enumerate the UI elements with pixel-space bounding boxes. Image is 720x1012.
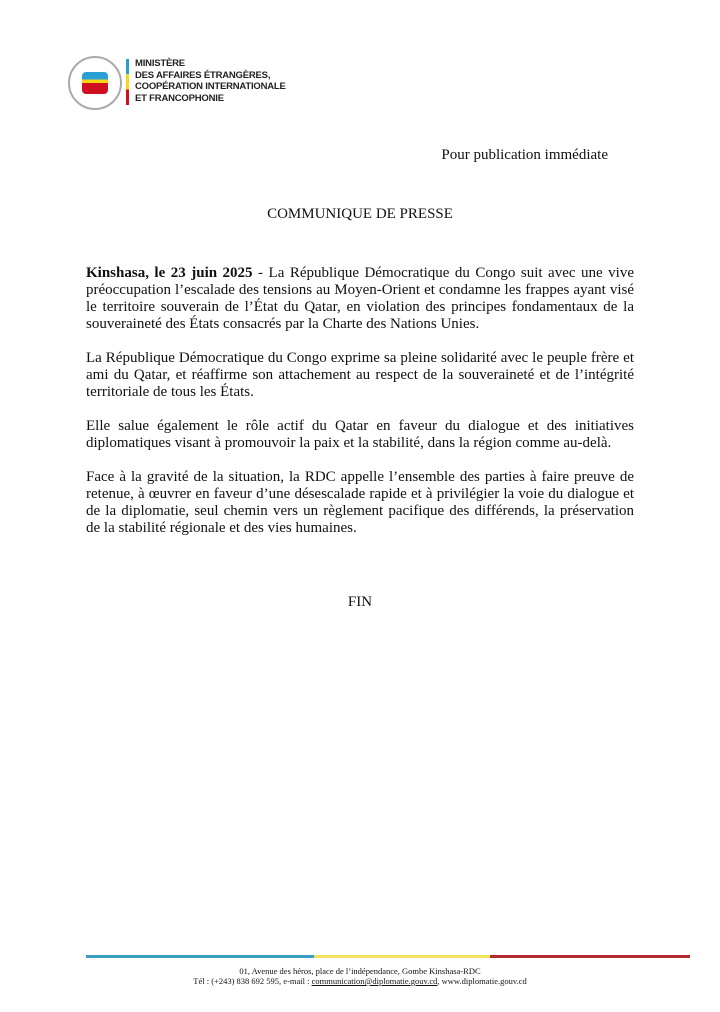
paragraph-2: La République Démocratique du Congo exprime sa pleine solidarité avec le peuple frère et ami du Qatar, et réaffirme son attachement au respect de la souveraineté et de l’intégrité territoriale de tous les États. bbox=[86, 350, 634, 400]
document-title: COMMUNIQUE DE PRESSE bbox=[267, 206, 453, 222]
paragraph-text: - La République Démocratique du Congo suit avec une vive préoccupation l’escalade des tensions au Moyen-Orient et condamne les frappes ayant visé le territoire souverain de l’État du Qatar, en violation des principes fondamentaux de la souveraineté des États consacrés par la Charte des Nations Unies. bbox=[86, 265, 634, 332]
paragraph-3: Elle salue également le rôle actif du Qatar en faveur du dialogue et des initiatives diplomatiques visant à promouvoir la paix et la stabilité, dans la région comme au-delà. bbox=[86, 418, 634, 451]
footer-line-blue bbox=[86, 955, 314, 958]
footer-address: 01, Avenue des héros, place de l’indépendance, Gombe Kinshasa-RDC bbox=[239, 966, 481, 976]
ministry-line: COOPÉRATION INTERNATIONALE bbox=[135, 81, 286, 92]
paragraph-1 bbox=[86, 265, 634, 333]
paragraph-4: Face à la gravité de la situation, la RDC appelle l’ensemble des parties à faire preuve de retenue, à œuvrer en faveur d’une désescalade rapide et à privilégier la voie du dialogue et de la diplomatie, seul chemin vers un règlement pacifique des différends, la préservation de la stabilité régionale et des vies humaines. bbox=[86, 469, 634, 536]
ministry-line: ET FRANCOPHONIE bbox=[135, 92, 224, 104]
footer-line-red bbox=[490, 955, 690, 958]
publication-note: Pour publication immédiate bbox=[441, 147, 608, 163]
ministry-line: MINISTÈRE bbox=[135, 58, 185, 69]
press-release-body bbox=[86, 265, 634, 554]
footer bbox=[0, 966, 720, 986]
separator: , bbox=[437, 976, 442, 986]
email-link[interactable]: communication@diplomatie.gouv.cd bbox=[311, 976, 438, 986]
footer-phone: Tél : (+243) 838 692 595, e-mail : bbox=[193, 976, 312, 986]
ministry-line: DES AFFAIRES ÉTRANGÈRES, bbox=[135, 69, 271, 81]
dateline: Kinshasa, le 23 juin 2025 bbox=[86, 265, 253, 281]
ministry-name bbox=[135, 58, 286, 104]
flag-color-bar bbox=[126, 59, 129, 105]
footer-contact bbox=[0, 976, 720, 986]
end-marker: FIN bbox=[347, 594, 373, 610]
footer-line-yellow bbox=[314, 955, 490, 958]
ministry-seal-logo bbox=[68, 56, 122, 110]
website-link[interactable]: www.diplomatie.gouv.cd bbox=[441, 976, 527, 986]
coat-of-arms-icon bbox=[82, 72, 108, 94]
